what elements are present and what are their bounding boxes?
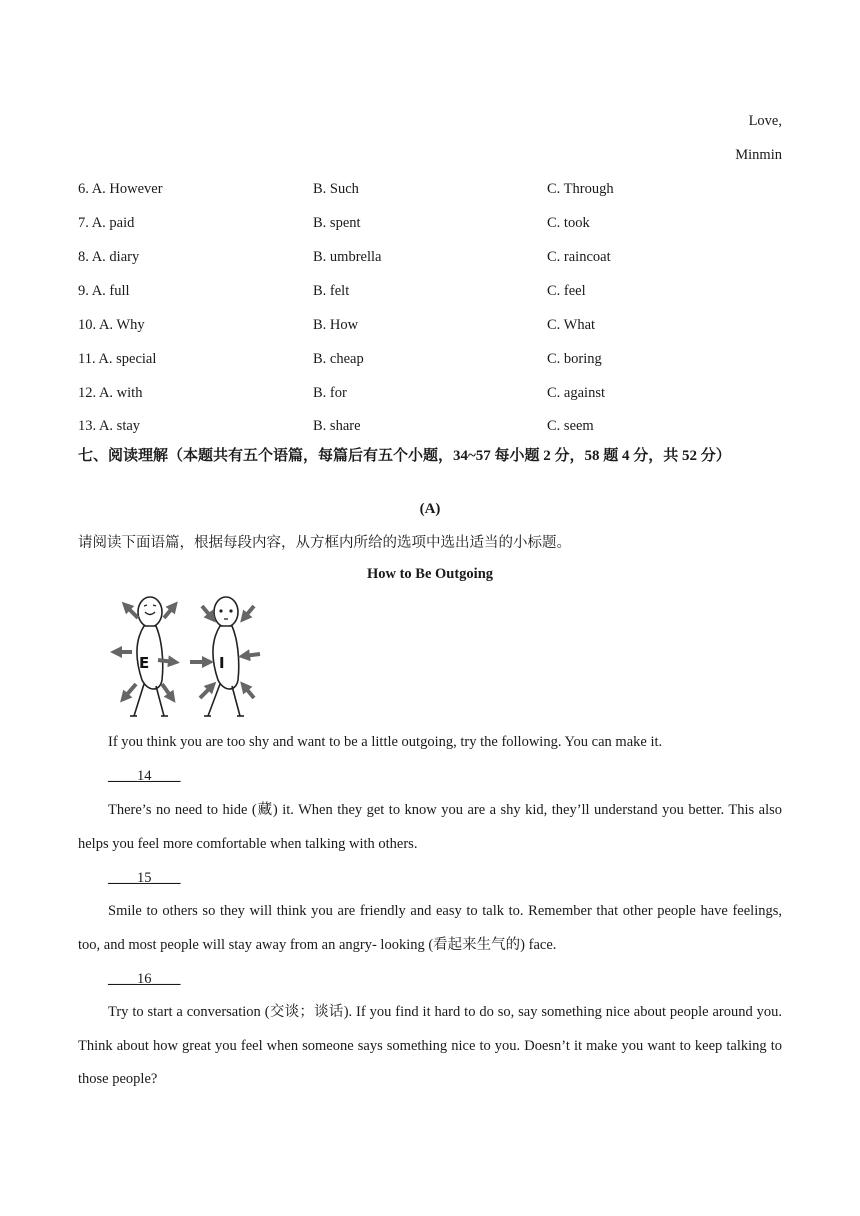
blank-16: ____16____ [108,971,181,987]
option-a: 10. A. Why [78,317,145,333]
option-a: 12. A. with [78,385,143,401]
option-c: C. feel [547,283,586,299]
option-b: B. share [313,418,361,434]
option-c: C. raincoat [547,249,611,265]
closing-love: Love, [748,113,782,129]
option-c: C. What [547,317,596,333]
paragraph-14: There’s no need to hide (藏) it. When they get to know you are a shy kid, they’ll understand you better. This also helps you feel more comfortable when talking with others. [78,802,782,852]
blank-15: ____15____ [108,870,181,886]
paragraph-15: Smile to others so they will think you are friendly and easy to talk to. Remember that other people have feelings, too, and most people will stay away from an angry- looking (看起来生气的) face. [78,903,782,953]
option-b: B. How [313,317,359,333]
option-b: B. for [313,385,347,401]
svg-text:E: E [139,654,150,672]
option-row-13 [78,418,782,438]
part-label: (A) [419,501,441,517]
option-a: 9. A. full [78,283,130,299]
paragraph-16: Try to start a conversation (交谈；谈话). If you find it hard to do so, say something nice about people around you. Think about how great you feel when someone says something nice to you. Doesn’t it make you want to keep talking to those people? [78,1004,782,1088]
stick-figures-icon [104,592,264,722]
extrovert-introvert-illustration [104,592,264,722]
blank-14: ____14____ [108,768,181,784]
option-c: C. boring [547,351,602,367]
option-row-10 [78,317,782,337]
option-c: C. took [547,215,590,231]
option-row-9 [78,283,782,303]
option-row-7 [78,215,782,235]
option-b: B. Such [313,181,359,197]
svg-text:I: I [219,654,225,672]
option-c: C. seem [547,418,594,434]
instruction-text: 请阅读下面语篇，根据每段内容，从方框内所给的选项中选出适当的小标题。 [78,535,571,551]
closing-signature: Minmin [735,147,782,163]
option-a: 8. A. diary [78,249,140,265]
option-row-8 [78,249,782,269]
option-row-6 [78,181,782,201]
option-b: B. umbrella [313,249,382,265]
option-a: 11. A. special [78,351,157,367]
option-row-12 [78,385,782,405]
option-b: B. spent [313,215,361,231]
passage-intro: If you think you are too shy and want to be a little outgoing, try the following. You can make it. [108,734,663,750]
option-c: C. against [547,385,605,401]
section-heading: 七、阅读理解（本题共有五个语篇，每篇后有五个小题，34~57 每小题 2 分，58 题 4 分，共 52 分） [78,448,731,464]
option-row-11 [78,351,782,371]
option-b: B. cheap [313,351,364,367]
passage-title: How to Be Outgoing [366,566,494,582]
option-c: C. Through [547,181,614,197]
option-a: 13. A. stay [78,418,141,434]
option-a: 6. A. However [78,181,163,197]
option-a: 7. A. paid [78,215,135,231]
option-b: B. felt [313,283,350,299]
